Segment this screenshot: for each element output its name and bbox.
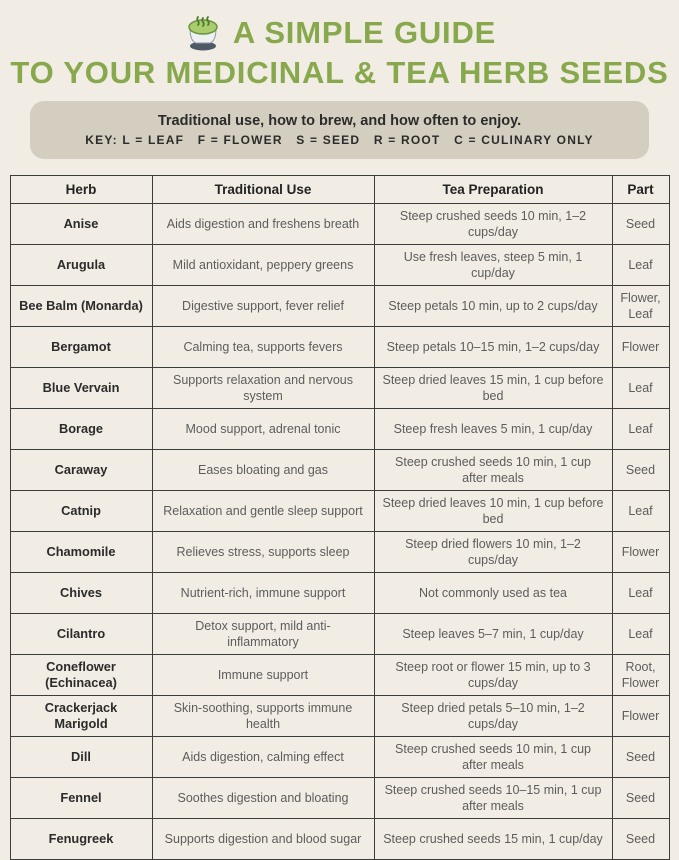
title-line-1: [0, 13, 679, 51]
traditional-use-cell: Skin-soothing, supports immune health: [152, 696, 374, 737]
tea-preparation-cell: Steep leaves 5–7 min, 1 cup/day: [374, 614, 612, 655]
table-row: [10, 819, 669, 860]
tea-preparation-cell: Steep dried leaves 15 min, 1 cup before bed: [374, 368, 612, 409]
herb-cell: Chives: [10, 573, 152, 614]
traditional-use-cell: Immune support: [152, 655, 374, 696]
part-cell: Flower: [612, 532, 669, 573]
herb-cell: Anise: [10, 204, 152, 245]
herb-cell: Catnip: [10, 491, 152, 532]
table-row: [10, 245, 669, 286]
page-title: A SIMPLE GUIDE: [232, 14, 497, 50]
tea-preparation-cell: Steep crushed seeds 10 min, 1–2 cups/day: [374, 204, 612, 245]
part-cell: Seed: [612, 450, 669, 491]
herb-cell: Arugula: [10, 245, 152, 286]
traditional-use-cell: Nutrient-rich, immune support: [152, 573, 374, 614]
table-row: [10, 737, 669, 778]
herb-cell: Borage: [10, 409, 152, 450]
column-header-tea-preparation: Tea Preparation: [374, 176, 612, 204]
herb-cell: Bergamot: [10, 327, 152, 368]
traditional-use-cell: Mood support, adrenal tonic: [152, 409, 374, 450]
tea-preparation-cell: Steep petals 10 min, up to 2 cups/day: [374, 286, 612, 327]
part-cell: Seed: [612, 819, 669, 860]
table-header: [10, 176, 669, 204]
part-cell: Leaf: [612, 245, 669, 286]
traditional-use-cell: Calming tea, supports fevers: [152, 327, 374, 368]
traditional-use-cell: Soothes digestion and bloating: [152, 778, 374, 819]
table-row: [10, 327, 669, 368]
tea-preparation-cell: Use fresh leaves, steep 5 min, 1 cup/day: [374, 245, 612, 286]
table-row: [10, 778, 669, 819]
tea-preparation-cell: Steep crushed seeds 15 min, 1 cup/day: [374, 819, 612, 860]
tea-preparation-cell: Steep dried petals 5–10 min, 1–2 cups/day: [374, 696, 612, 737]
herb-cell: Caraway: [10, 450, 152, 491]
traditional-use-cell: Relaxation and gentle sleep support: [152, 491, 374, 532]
part-cell: Leaf: [612, 409, 669, 450]
table-row: [10, 286, 669, 327]
table-row: [10, 614, 669, 655]
tea-cup-icon: [183, 13, 223, 51]
part-cell: Seed: [612, 737, 669, 778]
key-legend: KEY: L = LEAF F = FLOWER S = SEED R = ROOT C = CULINARY ONLY: [85, 133, 594, 147]
herb-cell: Crackerjack Marigold: [10, 696, 152, 737]
traditional-use-cell: Supports relaxation and nervous system: [152, 368, 374, 409]
traditional-use-cell: Digestive support, fever relief: [152, 286, 374, 327]
traditional-use-cell: Mild antioxidant, peppery greens: [152, 245, 374, 286]
traditional-use-cell: Aids digestion and freshens breath: [152, 204, 374, 245]
traditional-use-cell: Relieves stress, supports sleep: [152, 532, 374, 573]
traditional-use-cell: Supports digestion and blood sugar: [152, 819, 374, 860]
tea-preparation-cell: Steep fresh leaves 5 min, 1 cup/day: [374, 409, 612, 450]
part-cell: Flower, Leaf: [612, 286, 669, 327]
column-header-herb: Herb: [10, 176, 152, 204]
page-title-line-2: TO YOUR MEDICINAL & TEA HERB SEEDS: [10, 55, 669, 90]
table-row: [10, 409, 669, 450]
table-body: [10, 204, 669, 860]
tea-preparation-cell: Steep petals 10–15 min, 1–2 cups/day: [374, 327, 612, 368]
table-row: [10, 491, 669, 532]
table-row: [10, 204, 669, 245]
key-box: [30, 101, 649, 159]
tea-preparation-cell: Steep dried leaves 10 min, 1 cup before bed: [374, 491, 612, 532]
part-cell: Leaf: [612, 573, 669, 614]
tea-preparation-cell: Steep root or flower 15 min, up to 3 cups/day: [374, 655, 612, 696]
part-cell: Leaf: [612, 491, 669, 532]
herb-cell: Bee Balm (Monarda): [10, 286, 152, 327]
herb-table: [10, 175, 670, 860]
column-header-traditional-use: Traditional Use: [152, 176, 374, 204]
herb-cell: Chamomile: [10, 532, 152, 573]
part-cell: Leaf: [612, 368, 669, 409]
part-cell: Flower: [612, 696, 669, 737]
table-row: [10, 696, 669, 737]
herb-cell: Fenugreek: [10, 819, 152, 860]
herb-cell: Blue Vervain: [10, 368, 152, 409]
part-cell: Seed: [612, 778, 669, 819]
tea-preparation-cell: Steep dried flowers 10 min, 1–2 cups/day: [374, 532, 612, 573]
part-cell: Flower: [612, 327, 669, 368]
tea-preparation-cell: Steep crushed seeds 10 min, 1 cup after meals: [374, 450, 612, 491]
herb-cell: Dill: [10, 737, 152, 778]
table-row: [10, 532, 669, 573]
traditional-use-cell: Eases bloating and gas: [152, 450, 374, 491]
tea-preparation-cell: Steep crushed seeds 10 min, 1 cup after meals: [374, 737, 612, 778]
table-header-row: [10, 176, 669, 204]
column-header-part: Part: [612, 176, 669, 204]
table-row: [10, 573, 669, 614]
part-cell: Root, Flower: [612, 655, 669, 696]
part-cell: Seed: [612, 204, 669, 245]
traditional-use-cell: Detox support, mild anti-inflammatory: [152, 614, 374, 655]
tea-preparation-cell: Not commonly used as tea: [374, 573, 612, 614]
tea-preparation-cell: Steep crushed seeds 10–15 min, 1 cup after meals: [374, 778, 612, 819]
key-subtitle: Traditional use, how to brew, and how often to enjoy.: [157, 113, 522, 129]
herb-cell: Coneflower (Echinacea): [10, 655, 152, 696]
herb-cell: Cilantro: [10, 614, 152, 655]
table-row: [10, 368, 669, 409]
table-row: [10, 450, 669, 491]
traditional-use-cell: Aids digestion, calming effect: [152, 737, 374, 778]
page-header: [0, 0, 679, 88]
table-row: [10, 655, 669, 696]
herb-cell: Fennel: [10, 778, 152, 819]
part-cell: Leaf: [612, 614, 669, 655]
